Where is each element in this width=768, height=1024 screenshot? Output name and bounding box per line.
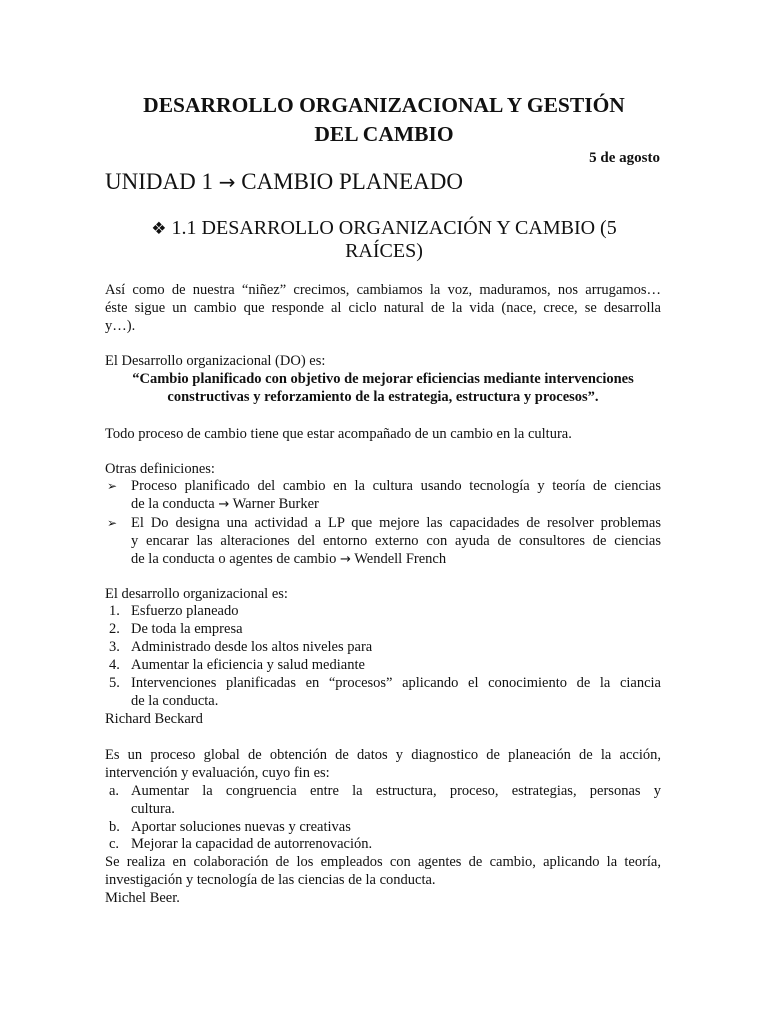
list-letter: c. <box>109 836 120 852</box>
list-item <box>109 638 661 656</box>
unit-heading <box>105 169 463 195</box>
definition-1-line-1: Proceso planificado del cambio en la cultura usando tecnología y teoría de ciencias <box>131 478 661 494</box>
do-list-heading: El desarrollo organizacional es: <box>105 586 288 602</box>
list-item <box>109 656 661 674</box>
right-arrow-icon: → <box>218 170 236 194</box>
definition-2-line-1: El Do designa una actividad a LP que mejore las capacidades de resolver problemas <box>131 515 661 531</box>
arrow-bullet-icon: ➢ <box>107 516 118 530</box>
definition-2-author: Wendell French <box>354 551 447 567</box>
list-item-text-line-1: Aumentar la congruencia entre la estructura, proceso, estrategias, personas y <box>131 783 661 799</box>
list-number: 2. <box>109 621 120 637</box>
list-number: 3. <box>109 639 120 655</box>
global-process-line-1: Es un proceso global de obtención de datos y diagnostico de planeación de la acción, <box>105 747 661 763</box>
list-number: 1. <box>109 603 120 619</box>
culture-statement: Todo proceso de cambio tiene que estar acompañado de un cambio en la cultura. <box>105 426 572 442</box>
do-definition-quote-line-2: constructivas y reforzamiento de la estrategia, estructura y procesos”. <box>167 389 599 405</box>
list-item-text-line-2: de la conducta. <box>131 693 219 709</box>
list-item-text: Esfuerzo planeado <box>131 603 239 619</box>
document-date: 5 de agosto <box>589 150 660 166</box>
document-title-line-1: DESARROLLO ORGANIZACIONAL Y GESTIÓN <box>143 93 625 117</box>
intro-line-3: y…). <box>105 318 136 334</box>
intro-paragraph <box>105 281 661 335</box>
unit-label: UNIDAD 1 <box>105 169 213 194</box>
list-item-text: Aportar soluciones nuevas y creativas <box>131 819 351 835</box>
definition-2-line-2: y encarar las alteraciones del entorno externo con ayuda de consultores de ciencias <box>131 533 661 549</box>
definition-2-line-3 <box>131 550 661 568</box>
do-definition-intro: El Desarrollo organizacional (DO) es: <box>105 353 326 369</box>
global-process-paragraph <box>105 746 661 782</box>
list-item-text: De toda la empresa <box>131 621 243 637</box>
list-item-text-line-1: Intervenciones planificadas en “procesos” aplicando el conocimiento de la ciancia <box>131 675 661 691</box>
closing-line-2: investigación y tecnología de las ciencias de la conducta. <box>105 872 436 888</box>
list-item-text-line-2: cultura. <box>131 801 175 817</box>
closing-author: Michel Beer. <box>105 890 180 906</box>
definition-1-line-2 <box>131 495 661 513</box>
do-definition-quote-line-1: “Cambio planificado con objetivo de mejorar eficiencias mediante intervenciones <box>132 371 634 387</box>
closing-line-1: Se realiza en colaboración de los empleados con agentes de cambio, aplicando la teoría, <box>105 854 661 870</box>
document-title-line-2: DEL CAMBIO <box>314 122 454 146</box>
list-item-text: Administrado desde los altos niveles para <box>131 639 373 655</box>
right-arrow-icon: → <box>339 552 351 567</box>
list-item <box>107 514 661 568</box>
definition-1-author: Warner Burker <box>232 496 319 512</box>
list-item <box>109 782 661 818</box>
list-item <box>109 835 661 853</box>
right-arrow-icon: → <box>218 497 230 512</box>
intro-line-2: éste sigue un cambio que responde al ciclo natural de la vida (nace, crece, se desarrolla <box>105 300 661 316</box>
definition-1-text: de la conducta <box>131 496 215 512</box>
section-heading-line-1 <box>0 217 768 240</box>
list-item-text: Aumentar la eficiencia y salud mediante <box>131 657 365 673</box>
closing-paragraph <box>105 853 661 889</box>
list-item <box>109 818 661 836</box>
list-number: 4. <box>109 657 120 673</box>
other-definitions-heading: Otras definiciones: <box>105 461 215 477</box>
arrow-bullet-icon: ➢ <box>107 479 118 493</box>
list-item-text: Mejorar la capacidad de autorrenovación. <box>131 836 373 852</box>
list-letter: b. <box>109 819 120 835</box>
list-letter: a. <box>109 783 120 799</box>
definition-2-text: de la conducta o agentes de cambio <box>131 551 337 567</box>
intro-line-1: Así como de nuestra “niñez” crecimos, cambiamos la voz, maduramos, nos arrugamos… <box>105 282 661 298</box>
list-item <box>107 477 661 513</box>
diamond-bullet-icon: ❖ <box>151 219 167 239</box>
global-process-line-2: intervención y evaluación, cuyo fin es: <box>105 765 330 781</box>
list-item <box>109 620 661 638</box>
list-item <box>109 602 661 620</box>
list-item <box>109 674 661 710</box>
list-number: 5. <box>109 675 120 691</box>
unit-name: CAMBIO PLANEADO <box>241 169 463 194</box>
do-list-author: Richard Beckard <box>105 711 203 727</box>
section-heading-line-2: RAÍCES) <box>345 240 423 262</box>
section-title-part-1: 1.1 DESARROLLO ORGANIZACIÓN Y CAMBIO (5 <box>171 217 617 239</box>
